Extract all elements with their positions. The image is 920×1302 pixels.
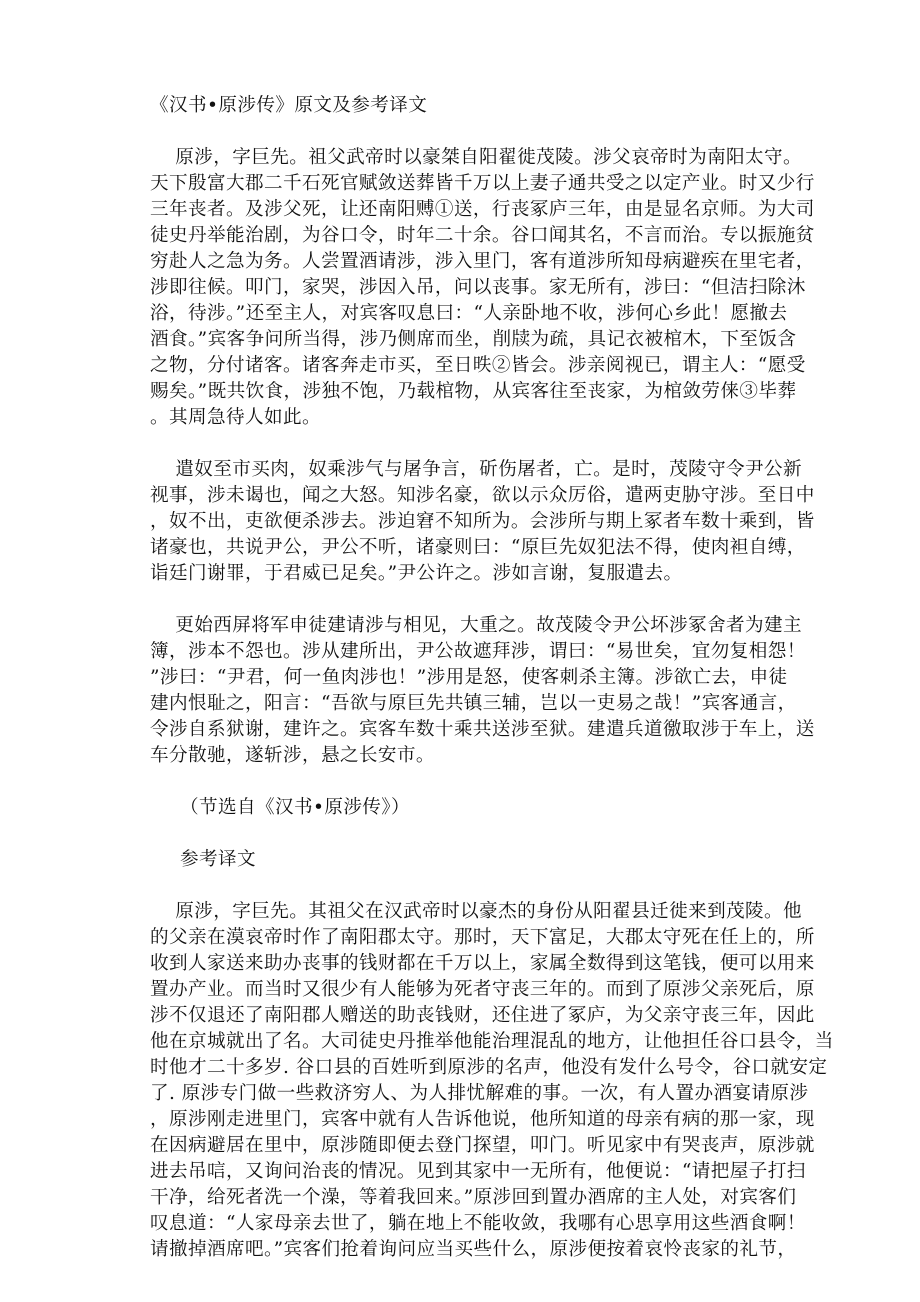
source-note: （节选自《汉书•原涉传》）: [180, 797, 410, 818]
text-line: 天下殷富大郡二千石死官赋敛送葬皆千万以上妻子通共受之以定产业。时又少行: [150, 173, 815, 194]
text-line: 建内恨耻之，阳言：“吾欲与原巨先共镇三辅，岂以一吏易之哉！”宾客通言，: [150, 693, 797, 714]
translation-line: 叹息道：“人家母亲去世了，躺在地上不能收敛，我哪有心思享用这些酒食啊！: [150, 1213, 806, 1234]
translation-line: 的父亲在漠哀帝时作了南阳郡太守。那时，天下富足，大郡太守死在任上的，所: [150, 927, 815, 948]
text-line: 之物，分付诸客。诸客奔走市买，至日昳②皆会。涉亲阅视已，谓主人：“愿受: [150, 355, 806, 376]
translation-line: 他在京城就出了名。大司徒史丹推举他能治理混乱的地方，让他担任谷口县令，当: [150, 1031, 834, 1052]
text-line: 诸豪也，共说尹公，尹公不听，诸豪则曰：“原巨先奴犯法不得，使肉袒自缚，: [150, 537, 806, 558]
text-line: 徒史丹举能治剧，为谷口令，时年二十余。谷口闻其名，不言而治。专以振施贫: [150, 225, 815, 246]
text-line: 涉即往候。叩门，家哭，涉因入吊，问以丧事。家无所有，涉曰：“但洁扫除沐: [150, 277, 806, 298]
translation-line: 置办产业。而当时又很少有人能够为死者守丧三年的。而到了原涉父亲死后，原: [150, 979, 815, 1000]
translation-heading: 参考译文: [180, 849, 256, 870]
text-line: 更始西屏将军申徒建请涉与相见，大重之。故茂陵令尹公坏涉冢舍者为建主: [150, 615, 803, 636]
translation-line: 了. 原涉专门做一些救济穷人、为人排忧解难的事。一次，有人置办酒宴请原涉: [150, 1083, 809, 1104]
translation-line: ，原涉刚走进里门，宾客中就有人告诉他说，他所知道的母亲有病的那一家，现: [150, 1109, 815, 1130]
translation-line: 涉不仅退还了南阳郡人赠送的助丧钱财，还住进了冢庐，为父亲守丧三年，因此: [150, 1005, 815, 1026]
text-line: 原涉，字巨先。祖父武帝时以豪桀自阳翟徙茂陵。涉父哀帝时为南阳太守。: [150, 147, 803, 168]
text-line: 诣廷门谢罪，于君威已足矣。”尹公许之。涉如言谢，复服遣去。: [150, 563, 683, 584]
text-line: ，奴不出，吏欲便杀涉去。涉迫窘不知所为。会涉所与期上冢者车数十乘到，皆: [150, 511, 815, 532]
text-line: 。其周急待人如此。: [150, 407, 321, 428]
translation-line: 收到人家送来助办丧事的钱财都在千万以上，家属全数得到这笔钱，便可以用来: [150, 953, 815, 974]
text-line: 赐矣。”既共饮食，涉独不饱，乃载棺物，从宾客往至丧家，为棺敛劳俫③毕葬: [150, 381, 797, 402]
translation-line: 进去吊唁，又询问治丧的情况。见到其家中一无所有，他便说：“请把屋子打扫: [150, 1161, 806, 1182]
text-line: 酒食。”宾客争问所当得，涉乃侧席而坐，削牍为疏，具记衣被棺木，下至饭含: [150, 329, 797, 350]
text-line: 遣奴至市买肉，奴乘涉气与屠争言，斫伤屠者，亡。是时，茂陵守令尹公新: [150, 459, 803, 480]
text-line: 车分散驰，遂斩涉，悬之长安市。: [150, 745, 435, 766]
translation-line: 干净，给死者洗一个澡，等着我回来。”原涉回到置办酒席的主人处，对宾客们: [150, 1187, 797, 1208]
text-line: 簿，涉本不怨也。涉从建所出，尹公故遮拜涉，谓曰：“易世矣，宜勿复相怨！: [150, 641, 806, 662]
text-line: 令涉自系狱谢，建许之。宾客车数十乘共送涉至狱。建遣兵道徼取涉于车上，送: [150, 719, 815, 740]
text-line: 视事，涉未谒也，闻之大怒。知涉名豪，欲以示众厉俗，遣两吏胁守涉。至日中: [150, 485, 815, 506]
text-line: 穷赴人之急为务。人尝置酒请涉，涉入里门，客有道涉所知母病避疾在里宅者，: [150, 251, 815, 272]
document-title: 《汉书•原涉传》原文及参考译文: [150, 95, 428, 116]
text-line: 浴，待涉。”还至主人，对宾客叹息曰：“人亲卧地不收，涉何心乡此！愿撤去: [150, 303, 788, 324]
text-line: ”涉曰：“尹君，何一鱼肉涉也！”涉用是怒，使客刺杀主簿。涉欲亡去，申徒: [150, 667, 788, 688]
translation-line: 原涉，字巨先。其祖父在汉武帝时以豪杰的身份从阳翟县迁徙来到茂陵。他: [150, 901, 803, 922]
translation-line: 请撤掉酒席吧。”宾客们抢着询问应当买些什么，原涉便按着哀怜丧家的礼节，: [150, 1239, 797, 1260]
translation-line: 在因病避居在里中，原涉随即便去登门探望，叩门。听见家中有哭丧声，原涉就: [150, 1135, 815, 1156]
text-line: 三年丧者。及涉父死，让还南阳赙①送，行丧冢庐三年，由是显名京师。为大司: [150, 199, 815, 220]
translation-line: 时他才二十多岁. 谷口县的百姓听到原涉的名声，他没有发什么号令，谷口就安定: [150, 1057, 828, 1078]
